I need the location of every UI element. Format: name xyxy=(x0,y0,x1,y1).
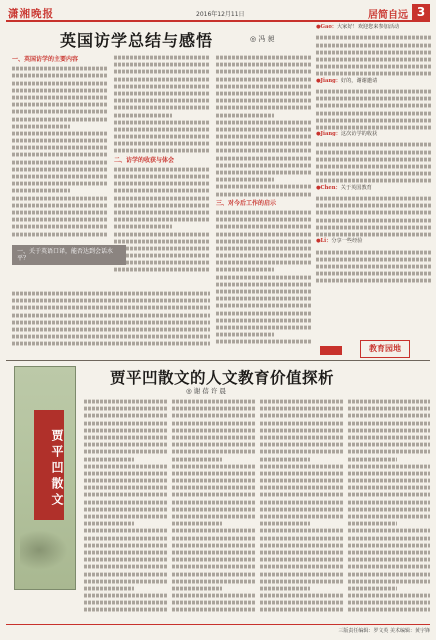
text-line xyxy=(260,601,344,605)
text-line xyxy=(12,196,108,200)
text-line xyxy=(348,428,430,432)
article1-subhead-2: 二、访学的收获与体会 xyxy=(114,156,175,164)
text-line xyxy=(12,335,210,339)
article2-col2 xyxy=(172,398,256,620)
text-line xyxy=(172,565,256,569)
text-line xyxy=(84,436,168,440)
text-line xyxy=(348,450,430,454)
text-line xyxy=(316,257,432,261)
text-line xyxy=(348,608,430,612)
section-divider xyxy=(6,360,430,361)
text-line xyxy=(216,120,312,124)
text-line xyxy=(84,586,134,590)
text-line xyxy=(316,179,432,183)
text-line xyxy=(216,99,312,103)
text-line xyxy=(84,536,168,540)
text-line xyxy=(12,67,108,71)
text-line xyxy=(114,56,210,60)
text-line xyxy=(316,58,432,62)
text-line xyxy=(348,586,397,590)
text-line xyxy=(172,436,256,440)
text-line xyxy=(348,436,430,440)
text-line xyxy=(348,464,430,468)
text-line xyxy=(348,486,430,490)
text-line xyxy=(114,211,210,215)
text-line xyxy=(260,407,344,411)
text-line xyxy=(260,572,344,576)
sidebar-item: ●Jiang：好的，谢谢邀请 xyxy=(316,77,378,84)
text-line xyxy=(348,507,430,511)
text-line xyxy=(260,586,310,590)
notice-box xyxy=(12,245,126,265)
text-line xyxy=(12,292,210,296)
text-line xyxy=(216,225,312,229)
text-line xyxy=(114,99,210,103)
text-line xyxy=(216,163,312,167)
text-line xyxy=(12,225,108,229)
text-line xyxy=(260,551,344,555)
text-line xyxy=(84,579,168,583)
text-line xyxy=(316,165,432,169)
text-line xyxy=(348,457,397,461)
text-line xyxy=(12,96,108,100)
text-line xyxy=(12,103,108,107)
column-stamp: 教育园地 xyxy=(360,340,410,358)
text-line xyxy=(216,239,312,243)
text-line xyxy=(348,493,430,497)
text-line xyxy=(172,421,256,425)
text-line xyxy=(172,572,256,576)
text-line xyxy=(216,232,312,236)
text-line xyxy=(114,261,210,265)
text-line xyxy=(114,196,210,200)
text-line xyxy=(12,313,210,317)
text-line xyxy=(84,428,168,432)
text-line xyxy=(84,601,168,605)
text-line xyxy=(316,125,432,129)
text-line xyxy=(260,464,344,468)
text-line xyxy=(114,225,172,229)
text-line xyxy=(316,197,432,201)
text-line xyxy=(216,340,312,344)
text-line xyxy=(84,443,168,447)
text-line xyxy=(348,500,430,504)
text-line xyxy=(12,74,108,78)
article2-col4 xyxy=(348,398,430,620)
article1-col1 xyxy=(12,54,108,240)
text-line xyxy=(348,479,430,483)
text-line xyxy=(172,608,256,612)
text-line xyxy=(114,203,210,207)
text-line xyxy=(216,318,312,322)
text-line xyxy=(84,543,168,547)
text-line xyxy=(172,507,256,511)
text-line xyxy=(172,594,256,598)
text-line xyxy=(114,120,210,124)
sidebar-item: ●Chen：关于英国教育 xyxy=(316,184,372,191)
text-line xyxy=(316,118,432,122)
text-line xyxy=(348,536,430,540)
text-line xyxy=(84,493,168,497)
text-line xyxy=(172,428,256,432)
text-line xyxy=(84,500,168,504)
text-line xyxy=(348,543,430,547)
text-line xyxy=(114,70,210,74)
text-line xyxy=(12,124,70,128)
text-line xyxy=(348,522,397,526)
text-line xyxy=(114,142,210,146)
text-line xyxy=(316,211,432,215)
article1-subhead-3: 三、对今后工作的启示 xyxy=(216,199,277,207)
text-line xyxy=(316,233,432,237)
sidebar-item: ●Gao：大家好！欢迎您来参加活动 xyxy=(316,24,400,30)
book-cover-title: 贾平凹散文 xyxy=(34,410,64,520)
text-line xyxy=(84,558,168,562)
text-line xyxy=(84,594,168,598)
text-line xyxy=(216,304,312,308)
text-line xyxy=(260,457,310,461)
text-line xyxy=(12,189,70,193)
text-line xyxy=(260,522,310,526)
paper-name: 潇湘晚报 xyxy=(8,8,54,20)
text-line xyxy=(216,297,312,301)
qa-sidebar xyxy=(316,24,432,354)
text-line xyxy=(84,522,134,526)
text-line xyxy=(216,56,312,60)
text-line xyxy=(12,160,108,164)
text-line xyxy=(84,457,134,461)
article1-col2 xyxy=(114,54,210,284)
text-line xyxy=(260,515,344,519)
text-line xyxy=(172,586,222,590)
text-line xyxy=(114,268,210,272)
text-line xyxy=(316,143,432,147)
text-line xyxy=(316,111,432,115)
text-line xyxy=(172,479,256,483)
text-line xyxy=(260,486,344,490)
text-line xyxy=(316,225,432,229)
text-line xyxy=(260,536,344,540)
text-line xyxy=(260,558,344,562)
text-line xyxy=(216,70,312,74)
text-line xyxy=(216,282,312,286)
text-line xyxy=(84,407,168,411)
text-line xyxy=(260,529,344,533)
page-footer: 三版责任编辑：罗文英 美术编辑：黄宇锋 xyxy=(6,624,430,634)
text-line xyxy=(84,515,168,519)
text-line xyxy=(216,84,312,88)
sidebar-item: ●Jiang：这次访学的收获 xyxy=(316,131,378,138)
text-line xyxy=(172,551,256,555)
text-line xyxy=(172,493,256,497)
text-line xyxy=(260,436,344,440)
text-line xyxy=(12,211,108,215)
text-line xyxy=(316,90,432,94)
text-line xyxy=(316,43,432,47)
page-header xyxy=(6,6,430,22)
text-line xyxy=(216,311,312,315)
text-line xyxy=(12,167,108,171)
text-line xyxy=(12,299,210,303)
text-line xyxy=(316,172,432,176)
text-line xyxy=(216,156,312,160)
text-line xyxy=(114,247,210,251)
text-line xyxy=(12,232,108,236)
text-line xyxy=(114,239,210,243)
text-line xyxy=(260,565,344,569)
text-line xyxy=(260,443,344,447)
text-line xyxy=(348,400,430,404)
text-line xyxy=(84,479,168,483)
text-line xyxy=(172,558,256,562)
text-line xyxy=(114,113,172,117)
text-line xyxy=(260,428,344,432)
text-line xyxy=(316,218,432,222)
text-line xyxy=(216,106,312,110)
text-line xyxy=(348,601,430,605)
text-line xyxy=(348,529,430,533)
text-line xyxy=(172,543,256,547)
text-line xyxy=(172,414,256,418)
text-line xyxy=(84,529,168,533)
text-line xyxy=(12,342,210,346)
text-line xyxy=(348,572,430,576)
text-line xyxy=(12,117,108,121)
text-line xyxy=(348,407,430,411)
section-title: 居简自远 xyxy=(368,10,408,21)
text-line xyxy=(84,608,168,612)
text-line xyxy=(316,97,432,101)
text-line xyxy=(316,157,432,161)
text-line xyxy=(216,211,312,215)
text-line xyxy=(12,139,108,143)
text-line xyxy=(216,261,312,265)
text-line xyxy=(216,326,312,330)
text-line xyxy=(114,149,210,153)
text-line xyxy=(260,493,344,497)
text-line xyxy=(216,135,312,139)
text-line xyxy=(260,421,344,425)
text-line xyxy=(216,92,312,96)
text-line xyxy=(316,272,432,276)
text-line xyxy=(316,279,432,283)
text-line xyxy=(316,150,432,154)
text-line xyxy=(172,536,256,540)
issue-date: 2016年12月11日 xyxy=(196,11,245,18)
text-line xyxy=(12,182,108,186)
text-line xyxy=(172,500,256,504)
text-line xyxy=(172,450,256,454)
text-line xyxy=(114,175,210,179)
text-line xyxy=(114,254,210,258)
article2-col1 xyxy=(84,398,168,620)
text-line xyxy=(260,579,344,583)
text-line xyxy=(348,551,430,555)
text-line xyxy=(114,92,210,96)
text-line xyxy=(216,290,312,294)
article1-subhead-1: 一、英国访学的主要内容 xyxy=(12,56,79,63)
text-line xyxy=(216,275,312,279)
text-line xyxy=(12,203,108,207)
text-line xyxy=(316,50,432,54)
text-line xyxy=(216,178,274,182)
article1-col3 xyxy=(216,54,312,354)
text-line xyxy=(12,110,108,114)
text-line xyxy=(12,218,108,222)
text-line xyxy=(84,507,168,511)
text-line xyxy=(172,579,256,583)
text-line xyxy=(260,543,344,547)
text-line xyxy=(172,515,256,519)
book-cover-ink xyxy=(20,530,68,570)
text-line xyxy=(316,265,432,269)
text-line xyxy=(316,250,432,254)
text-line xyxy=(114,167,210,171)
article1-author: ◎ 冯 昶 xyxy=(250,35,275,43)
text-line xyxy=(216,333,274,337)
text-line xyxy=(12,146,108,150)
text-line xyxy=(348,594,430,598)
page-number: 3 xyxy=(412,4,430,21)
article2-col3 xyxy=(260,398,344,620)
text-line xyxy=(12,320,210,324)
article1-title: 英国访学总结与感悟 xyxy=(60,31,214,50)
text-line xyxy=(84,572,168,576)
text-line xyxy=(316,36,432,40)
text-line xyxy=(260,500,344,504)
text-line xyxy=(348,443,430,447)
text-line xyxy=(172,443,256,447)
text-line xyxy=(114,77,210,81)
text-line xyxy=(84,471,168,475)
text-line xyxy=(84,400,168,404)
text-line xyxy=(114,218,210,222)
text-line xyxy=(12,132,108,136)
sidebar-item: ●Li：分享一些经验 xyxy=(316,238,363,245)
text-line xyxy=(172,407,256,411)
text-line xyxy=(84,486,168,490)
text-line xyxy=(12,175,108,179)
text-line xyxy=(12,153,108,157)
text-line xyxy=(260,400,344,404)
text-line xyxy=(348,421,430,425)
text-line xyxy=(260,414,344,418)
text-line xyxy=(260,608,344,612)
text-line xyxy=(12,81,108,85)
text-line xyxy=(84,450,168,454)
text-line xyxy=(348,558,430,562)
text-line xyxy=(216,113,274,117)
text-line xyxy=(260,450,344,454)
text-line xyxy=(114,135,210,139)
decor-block xyxy=(320,346,342,355)
text-line xyxy=(114,106,210,110)
text-line xyxy=(216,268,274,272)
text-line xyxy=(84,414,168,418)
text-line xyxy=(12,88,108,92)
text-line xyxy=(348,565,430,569)
article1-tail xyxy=(12,290,210,354)
text-line xyxy=(172,400,256,404)
text-line xyxy=(216,77,312,81)
text-line xyxy=(216,218,312,222)
text-line xyxy=(84,565,168,569)
text-line xyxy=(12,306,210,310)
text-line xyxy=(172,464,256,468)
text-line xyxy=(316,204,432,208)
text-line xyxy=(216,149,312,153)
text-line xyxy=(114,189,210,193)
text-line xyxy=(216,142,312,146)
text-line xyxy=(216,127,312,131)
text-line xyxy=(316,65,432,69)
text-line xyxy=(172,486,256,490)
text-line xyxy=(348,515,430,519)
text-line xyxy=(172,601,256,605)
text-line xyxy=(348,471,430,475)
text-line xyxy=(84,421,168,425)
text-line xyxy=(12,328,210,332)
text-line xyxy=(316,104,432,108)
text-line xyxy=(216,63,312,67)
text-line xyxy=(216,254,312,258)
text-line xyxy=(114,232,210,236)
text-line xyxy=(84,551,168,555)
text-line xyxy=(260,471,344,475)
article2-author: ◎ 谢 蓓 许 晨 xyxy=(186,387,226,395)
text-line xyxy=(260,479,344,483)
text-line xyxy=(216,185,312,189)
text-line xyxy=(84,464,168,468)
text-line xyxy=(114,84,210,88)
text-line xyxy=(348,579,430,583)
text-line xyxy=(172,529,256,533)
text-line xyxy=(260,507,344,511)
text-line xyxy=(216,171,312,175)
text-line xyxy=(114,127,210,131)
text-line xyxy=(114,63,210,67)
text-line xyxy=(114,182,210,186)
text-line xyxy=(260,594,344,598)
text-line xyxy=(348,414,430,418)
article2-title: 贾平凹散文的人文教育价值探析 xyxy=(110,368,335,387)
text-line xyxy=(216,247,312,251)
text-line xyxy=(216,192,312,196)
text-line xyxy=(172,471,256,475)
text-line xyxy=(172,457,222,461)
text-line xyxy=(316,72,432,76)
text-line xyxy=(172,522,222,526)
notice-text: 一、关于英语口译，能否达到会话水平？ xyxy=(17,248,114,262)
